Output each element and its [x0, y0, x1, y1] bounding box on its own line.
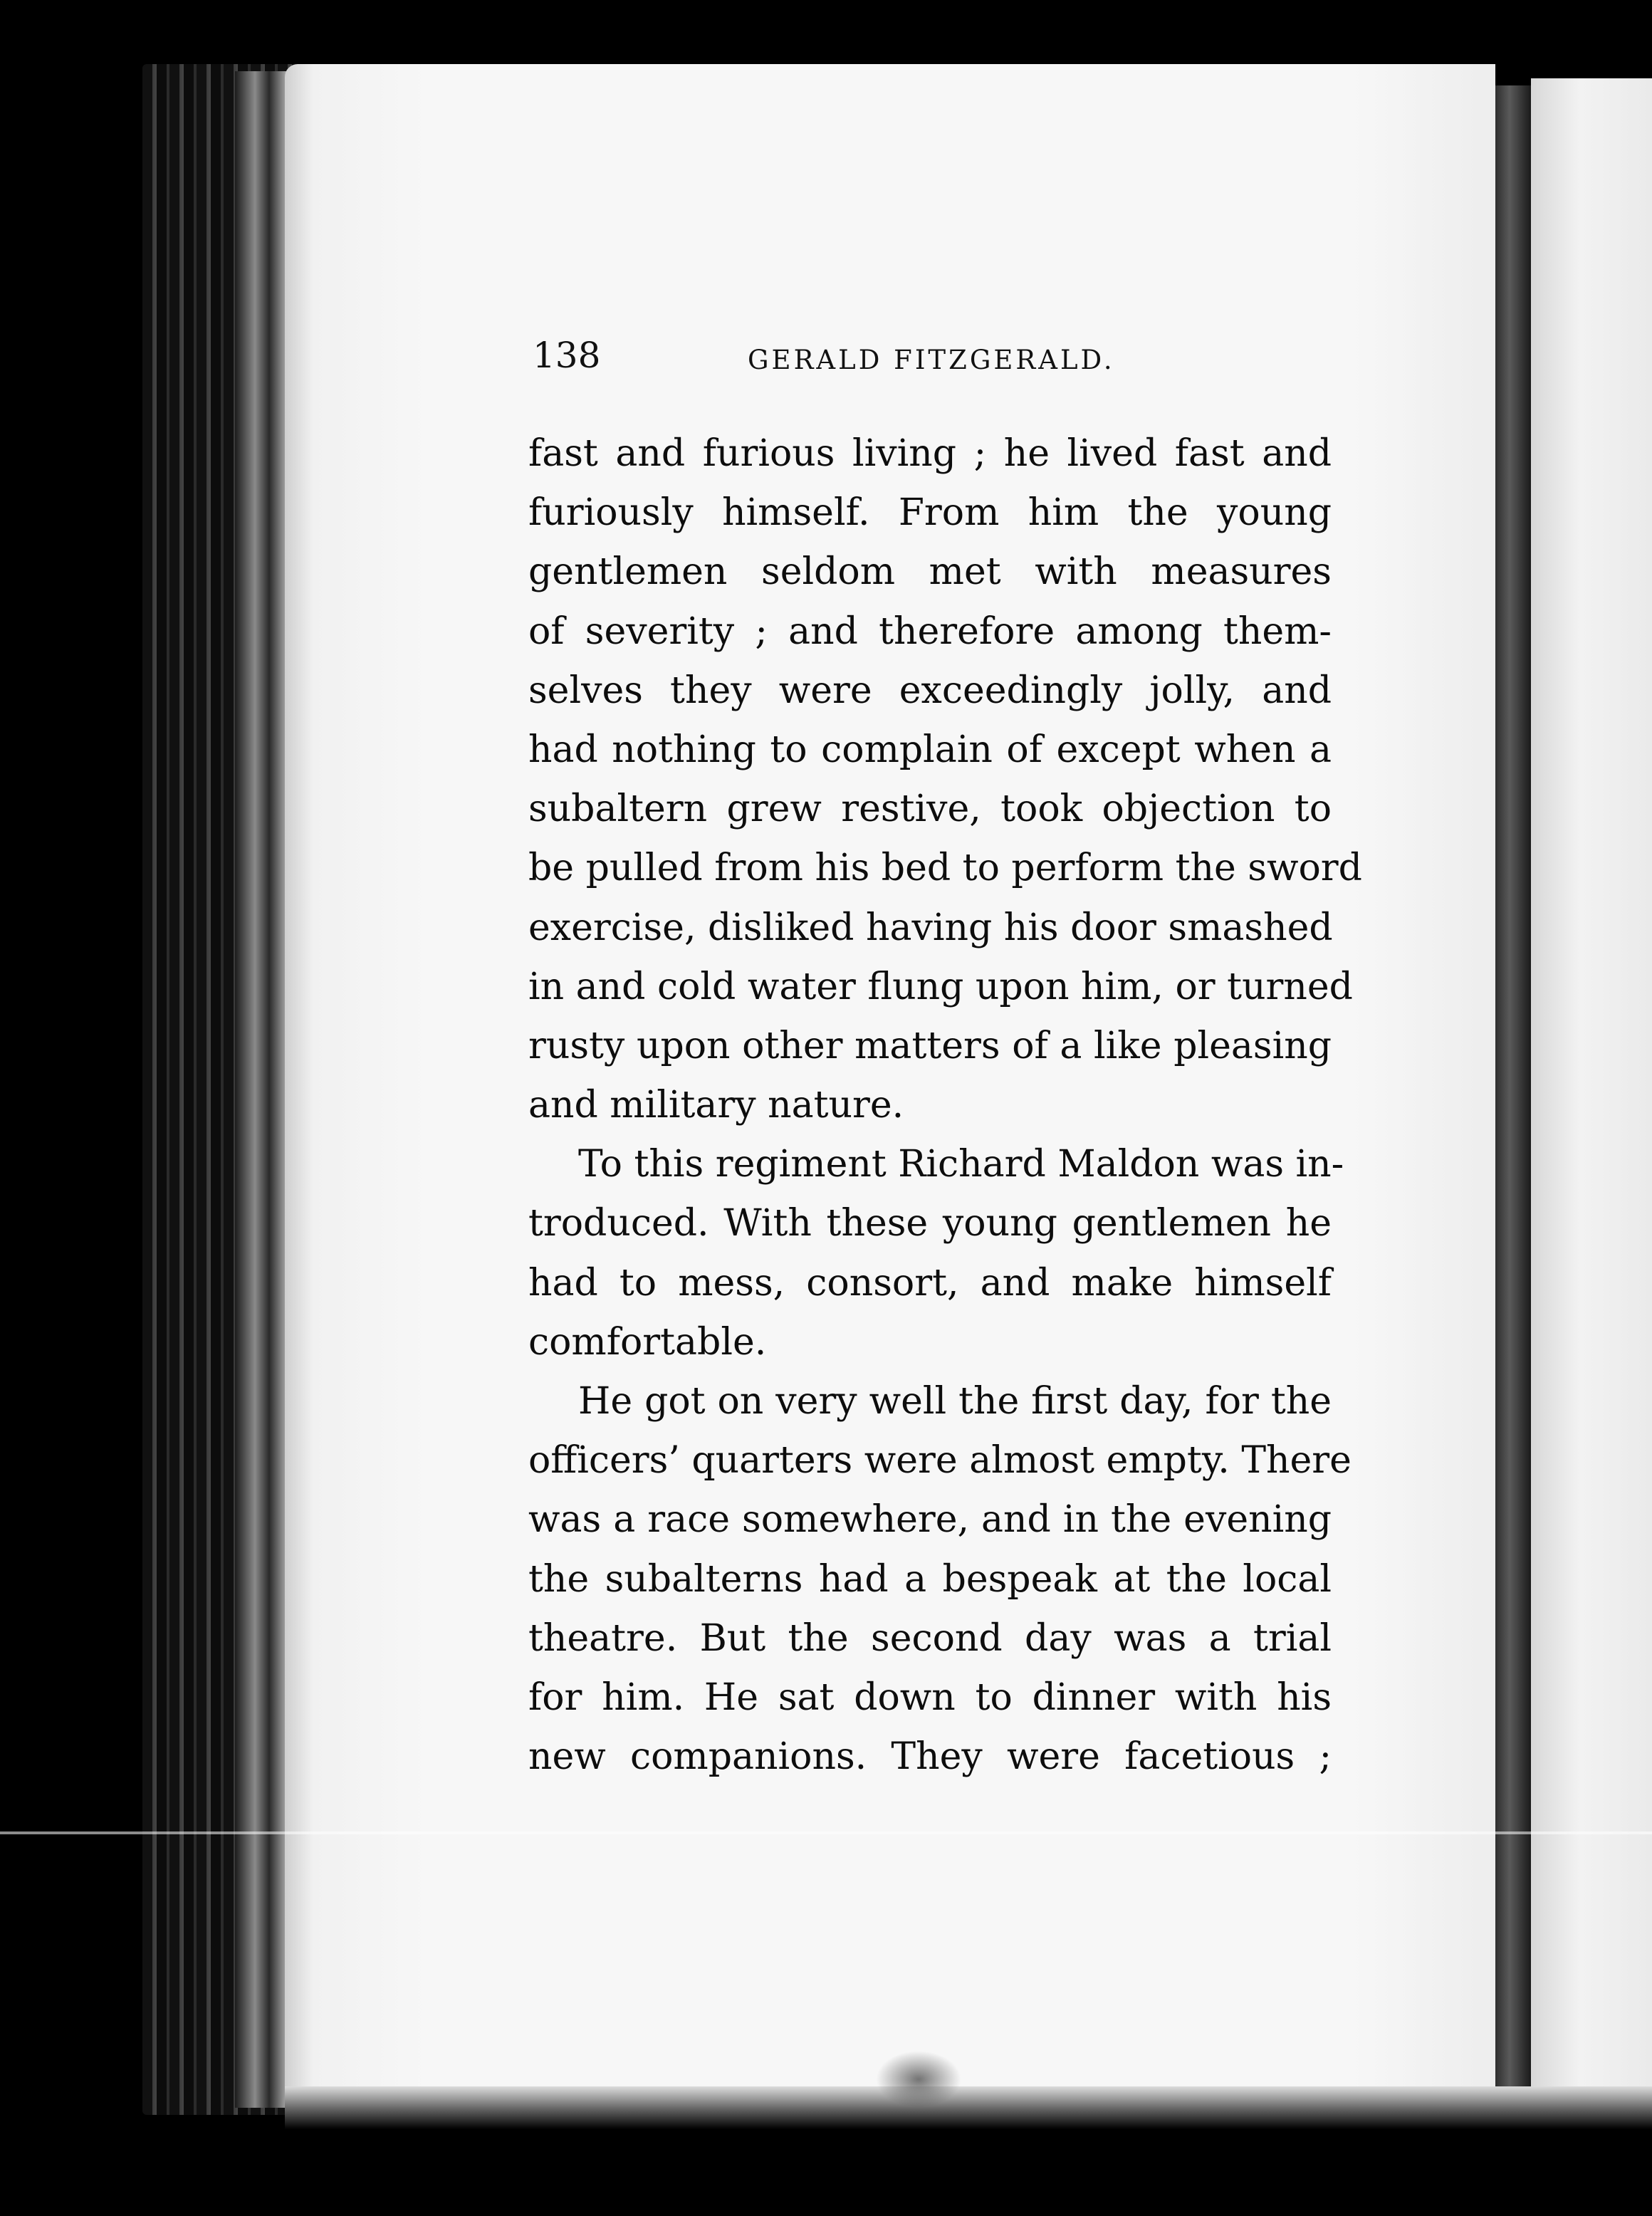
- running-title: GERALD FITZGERALD.: [748, 345, 1115, 375]
- text-line: for him. He sat down to dinner with his: [528, 1676, 1332, 1719]
- text-line: comfortable.: [528, 1320, 767, 1364]
- text-line: the subalterns had a bespeak at the local: [528, 1557, 1332, 1601]
- ink-smudge: [876, 2051, 961, 2108]
- text-line: selves they were exceedingly jolly, and: [528, 669, 1332, 712]
- text-line: gentlemen seldom met with measures: [528, 550, 1332, 594]
- text-line: be pulled from his bed to perform the sword: [528, 847, 1362, 890]
- text-line: fast and furious living ; he lived fast and: [528, 432, 1332, 475]
- running-header: [533, 329, 1330, 386]
- text-line: subaltern grew restive, took objection to: [528, 788, 1332, 831]
- text-line: theatre. But the second day was a trial: [528, 1616, 1332, 1660]
- page-stack-edge: [235, 71, 292, 2108]
- text-line: troduced. With these young gentlemen he: [528, 1202, 1332, 1245]
- text-line: officers’ quarters were almost empty. There: [528, 1439, 1352, 1483]
- text-line: rusty upon other matters of a like pleasing: [528, 1024, 1332, 1067]
- text-line: new companions. They were facetious ;: [528, 1735, 1332, 1779]
- page-number: 138: [533, 335, 601, 376]
- page-bottom-shadow: [285, 2086, 1652, 2129]
- paragraph-1: [528, 424, 1362, 1135]
- body-text: [528, 424, 1362, 1787]
- text-line: had nothing to complain of except when a: [528, 728, 1332, 771]
- text-line: To this regiment Richard Maldon was in-: [578, 1143, 1344, 1186]
- facing-page-edge: [1531, 78, 1652, 2115]
- text-line: furiously himself. From him the young: [528, 491, 1332, 535]
- paragraph-2: [528, 1135, 1344, 1372]
- text-line: exercise, disliked having his door smashed: [528, 906, 1333, 949]
- text-line: in and cold water flung upon him, or turned: [528, 965, 1353, 1008]
- scan-artifact-line: [0, 1831, 1652, 1834]
- text-line: was a race somewhere, and in the evening: [528, 1498, 1332, 1542]
- text-line: of severity ; and therefore among them-: [528, 610, 1332, 653]
- text-line: and military nature.: [528, 1084, 904, 1127]
- text-line: had to mess, consort, and make himself: [528, 1261, 1332, 1305]
- paragraph-3: [528, 1372, 1352, 1787]
- text-line: He got on very well the first day, for the: [578, 1380, 1332, 1423]
- binding-gutter: [1495, 85, 1531, 2115]
